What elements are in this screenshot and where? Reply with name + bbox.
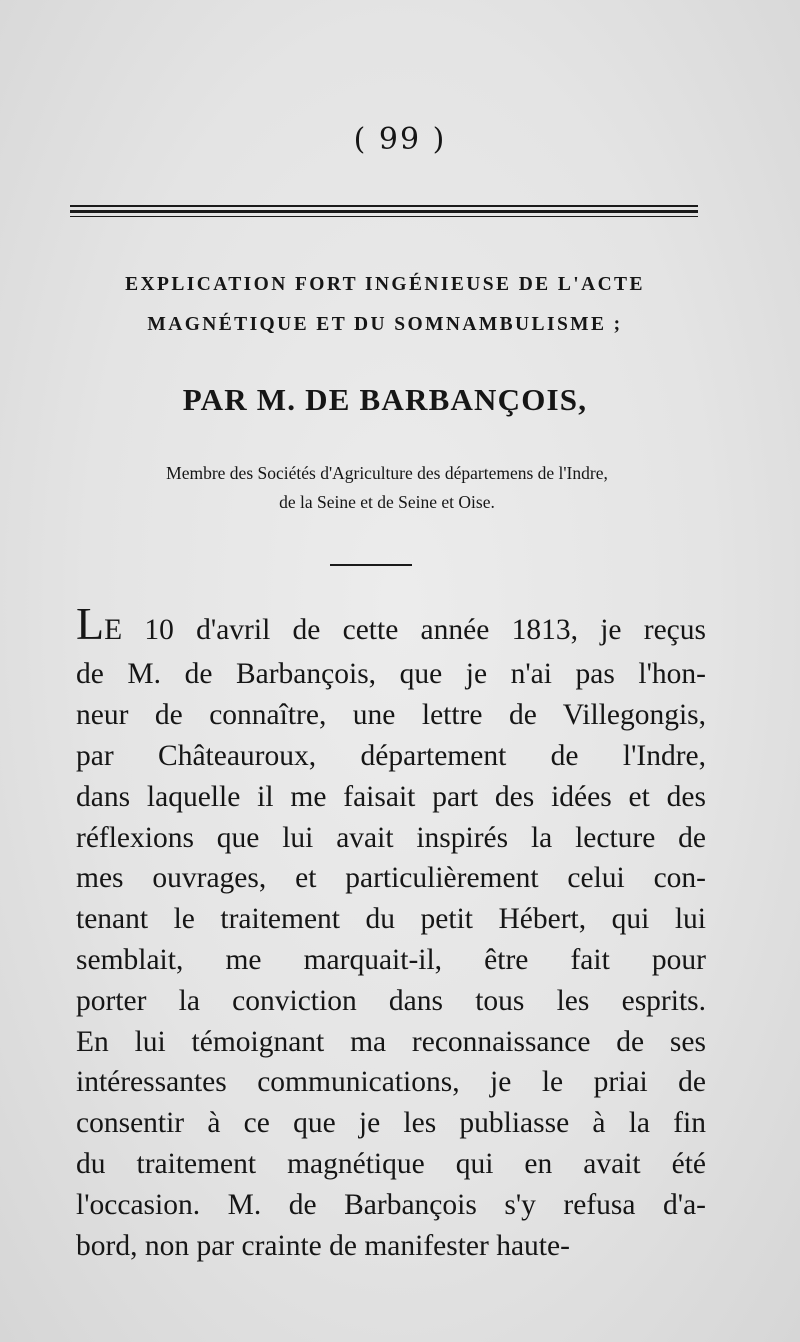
drop-cap: L [76,598,105,649]
body-line-15: l'occasion. M. de Barbançois s'y refusa d'a- [76,1189,706,1221]
author-affiliation-line-1: Membre des Sociétés d'Agriculture des départemens de l'Indre, [166,463,608,483]
body-line-10: porter la conviction dans tous les esprits. [76,985,706,1017]
body-line-14: du traitement magnétique qui en avait été [76,1148,706,1180]
header-rule-top [70,205,698,207]
body-line-5: dans laquelle il me faisait part des idées et des [76,781,706,813]
body-line-6: réflexions que lui avait inspirés la lecture de [76,822,706,854]
body-line-9: semblait, me marquait-il, être fait pour [76,944,706,976]
body-line-3: neur de connaître, une lettre de Villegongis, [76,699,706,731]
body-line-12: intéressantes communications, je le priai de [76,1066,706,1098]
body-line-4: par Châteauroux, département de l'Indre, [76,740,706,772]
header-rule-bottom [70,216,698,217]
chapter-heading-line-2: MAGNÉTIQUE ET DU SOMNAMBULISME ; [147,314,623,335]
body-line-1: LE 10 d'avril de cette année 1813, je reçus [76,598,706,649]
author-affiliation-line-2: de la Seine et de Seine et Oise. [279,492,495,512]
author-line: PAR M. DE BARBANÇOIS, [182,382,588,417]
chapter-heading-line-1: EXPLICATION FORT INGÉNIEUSE DE L'ACTE [125,274,645,295]
body-line-8: tenant le traitement du petit Hébert, qui lui [76,903,706,935]
body-line-7: mes ouvrages, et particulièrement celui con- [76,862,706,894]
header-rule-middle [70,210,698,213]
page-number: ( 99 ) [353,122,447,157]
body-line-11: En lui témoignant ma reconnaissance de ses [76,1026,706,1058]
body-line-16: bord, non par crainte de manifester haute- [76,1230,570,1262]
body-line-13: consentir à ce que je les publiasse à la fin [76,1107,706,1139]
body-line-2: de M. de Barbançois, que je n'ai pas l'hon- [76,658,706,690]
section-separator [330,564,412,566]
